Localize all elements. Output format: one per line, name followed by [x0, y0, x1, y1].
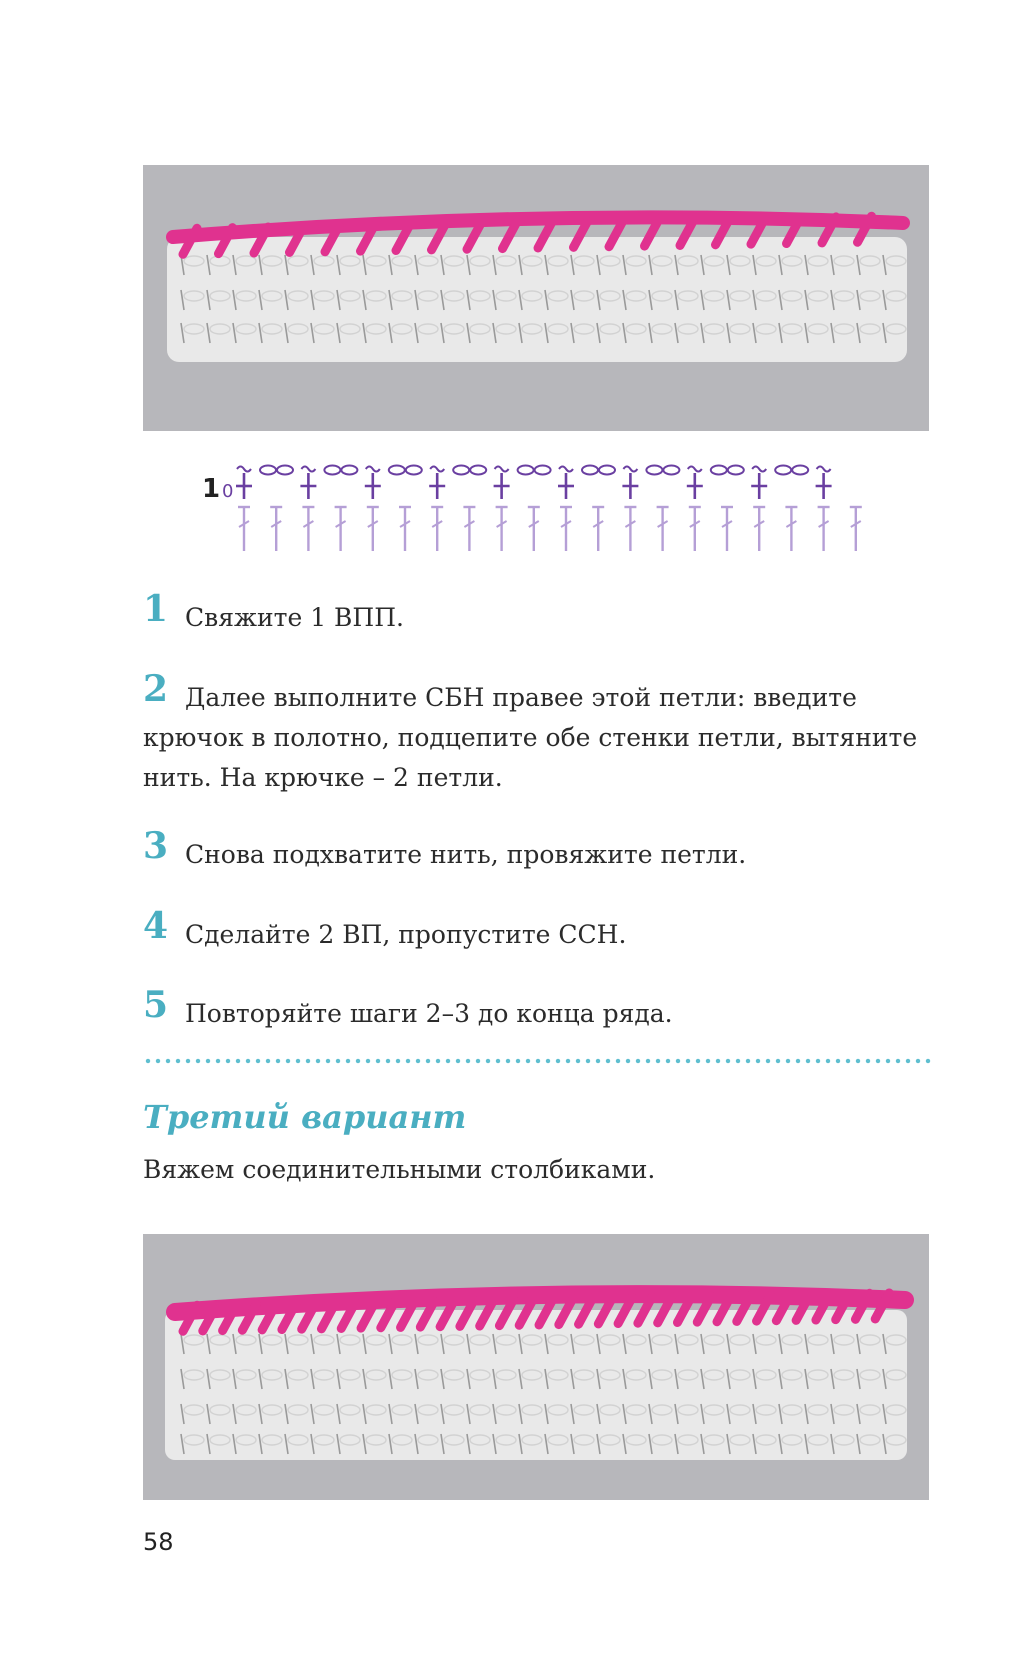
- double-crochet-symbol: [850, 507, 862, 551]
- stitch-diagram: [198, 455, 868, 555]
- single-crochet-symbol: [429, 467, 445, 500]
- crochet-photo-second: [143, 1234, 929, 1500]
- double-crochet-symbol: [592, 507, 604, 551]
- step-text: Снова подхватите нить, провяжите петли.: [185, 840, 747, 869]
- single-crochet-symbol: [558, 467, 574, 500]
- double-crochet-symbol: [624, 507, 636, 551]
- double-crochet-symbol: [818, 507, 830, 551]
- single-crochet-symbol: [300, 467, 316, 500]
- single-crochet-symbol: [816, 467, 832, 500]
- double-crochet-symbol: [367, 507, 379, 551]
- chain-start-marker: 0: [222, 481, 234, 502]
- step-1: [143, 588, 933, 638]
- double-crochet-symbol: [785, 507, 797, 551]
- step-number: 2: [143, 668, 169, 710]
- chain-symbol: [389, 466, 422, 475]
- chain-symbol: [646, 466, 679, 475]
- chain-symbol: [775, 466, 808, 475]
- step-5: [143, 984, 933, 1034]
- single-crochet-symbol: [494, 467, 510, 500]
- double-crochet-symbol: [560, 507, 572, 551]
- double-crochet-symbol: [528, 507, 540, 551]
- step-text: Повторяйте шаги 2–3 до конца ряда.: [185, 999, 673, 1028]
- chain-symbol: [453, 466, 486, 475]
- step-2: [143, 668, 933, 798]
- crochet-swatch-image: [143, 1234, 929, 1500]
- double-crochet-symbol: [496, 507, 508, 551]
- crochet-swatch-image: [143, 165, 929, 431]
- section-title: Третий вариант: [143, 1098, 467, 1136]
- single-crochet-symbol: [236, 467, 252, 500]
- step-4: [143, 905, 933, 955]
- single-crochet-symbol: [687, 467, 703, 500]
- chain-symbol: [260, 466, 293, 475]
- single-crochet-symbol: [365, 467, 381, 500]
- double-crochet-symbol: [753, 507, 765, 551]
- step-number: 1: [143, 588, 169, 630]
- dotted-divider: [143, 1058, 933, 1064]
- double-crochet-symbol: [335, 507, 347, 551]
- step-number: 4: [143, 905, 169, 947]
- page-number: 58: [143, 1528, 174, 1556]
- double-crochet-symbol: [657, 507, 669, 551]
- chain-symbol: [324, 466, 357, 475]
- double-crochet-symbol: [238, 507, 250, 551]
- double-crochet-symbol: [463, 507, 475, 551]
- chain-symbol: [711, 466, 744, 475]
- section-subtitle: Вяжем соединительными столбиками.: [143, 1155, 656, 1184]
- step-text: Далее выполните СБН правее этой петли: введите крючок в полотно, подцепите обе стенки петли, вытяните нить. На крючке – 2 петли.: [143, 683, 918, 792]
- chain-symbol: [582, 466, 615, 475]
- double-crochet-symbol: [270, 507, 282, 551]
- single-crochet-symbol: [622, 467, 638, 500]
- double-crochet-symbol: [689, 507, 701, 551]
- double-crochet-symbol: [399, 507, 411, 551]
- step-text: Сделайте 2 ВП, пропустите ССН.: [185, 920, 627, 949]
- step-3: [143, 825, 933, 875]
- double-crochet-symbol: [302, 507, 314, 551]
- step-number: 3: [143, 825, 169, 867]
- step-number: 5: [143, 984, 169, 1026]
- stitch-diagram-svg: [198, 455, 868, 555]
- double-crochet-symbol: [721, 507, 733, 551]
- crochet-photo-first: [143, 165, 929, 431]
- single-crochet-symbol: [751, 467, 767, 500]
- step-text: Свяжите 1 ВПП.: [185, 603, 404, 632]
- row-number-label: 1: [202, 474, 221, 504]
- chain-symbol: [518, 466, 551, 475]
- diagram-stitches: [236, 466, 862, 552]
- double-crochet-symbol: [431, 507, 443, 551]
